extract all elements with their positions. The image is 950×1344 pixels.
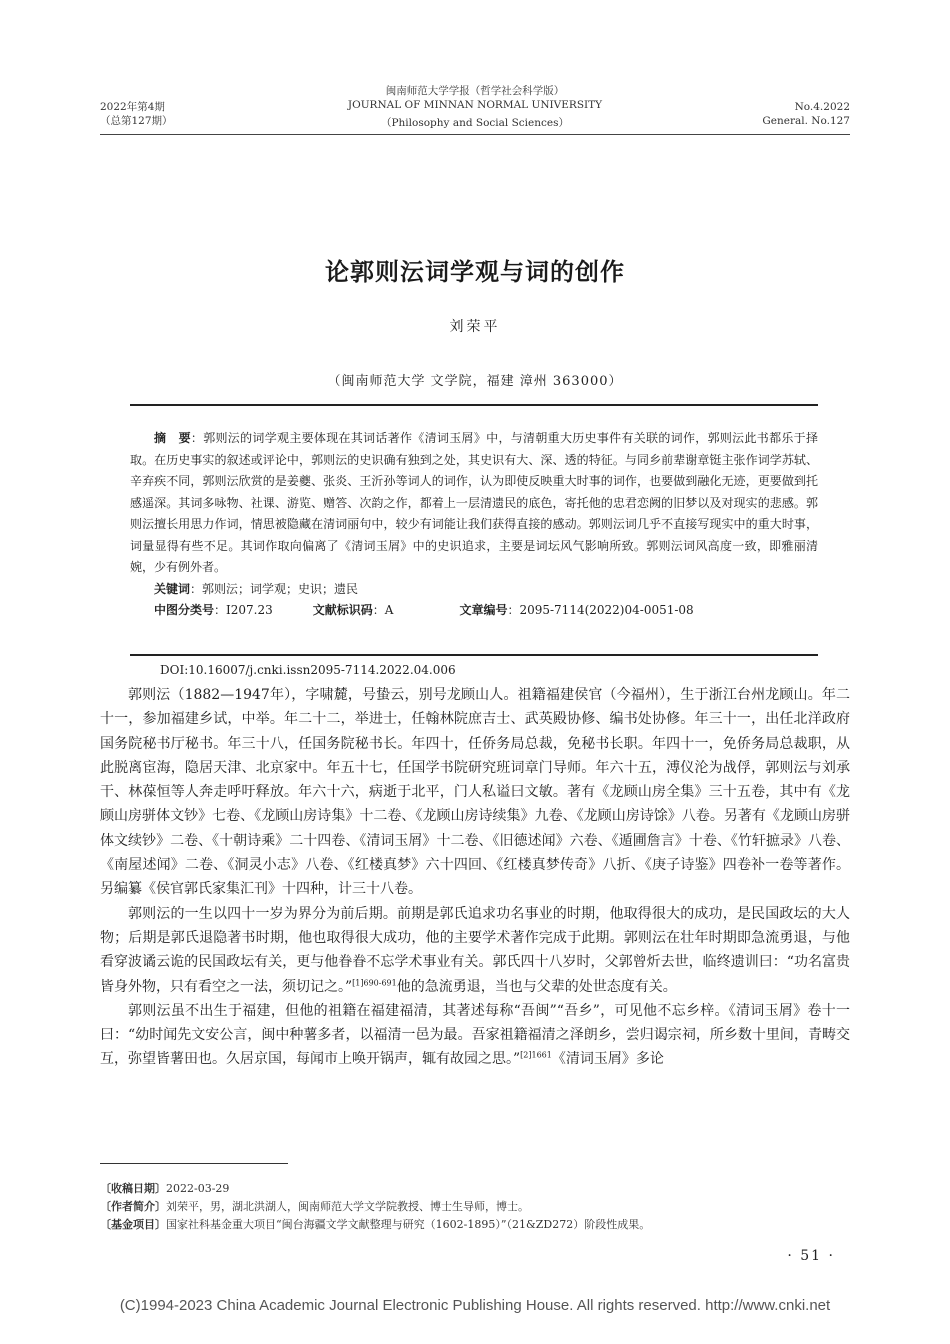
fund-info (100, 1216, 850, 1234)
keywords-label: 关键词 (154, 581, 191, 596)
abstract-block (130, 428, 818, 622)
author-bio-value: 刘荣平，男，湖北洪湖人，闽南师范大学文学院教授、博士生导师，博士。 (166, 1200, 529, 1213)
keywords-row (130, 579, 818, 601)
author-affiliation: （闽南师范大学 文学院，福建 漳州 363000） (327, 374, 623, 389)
header-rule (100, 134, 850, 135)
keywords: ：郭则沄；词学观；史识；遗民 (190, 581, 359, 596)
abstract (130, 428, 818, 579)
author-bio (100, 1198, 850, 1216)
journal-subtitle: （Philosophy and Social Sciences） (380, 117, 569, 129)
author-bio-label: 〔作者简介〕 (100, 1200, 166, 1213)
issue-total: （总第127期） (100, 115, 173, 127)
abstract-label: 摘 要 (154, 431, 191, 445)
issue-general-en: General. No.127 (762, 115, 850, 127)
paragraph-1: 郭则沄（1882—1947年），字啸麓，号蛰云，别号龙顾山人。祖籍福建侯官（今福州），生于浙江台州龙顾山。年二十一，参加福建乡试，中举。年二十二，举进士，任翰林院庶吉士、武英殿协修、编书处协修。年三十一，出任北洋政府国务院秘书厅秘书。年三十八，任国务院秘书长。年四十，任侨务局总裁，免秘书长职。年四十一，免侨务局总裁职，从此脱离宦海，隐居天津、北京家中。年五十七，任国学书院研究班词章门导师。年六十五，溥仪沦为战俘，郭则沄与刘承干、林葆恒等人奔走呼吁释放。年六十六，病逝于北平，门人私谥曰文敏。著有《龙顾山房全集》三十五卷，其中有《龙顾山房骈体文钞》七卷、《龙顾山房诗集》十二卷、《龙顾山房诗续集》九卷、《龙顾山房诗馀》八卷。另著有《龙顾山房骈体文续钞》二卷、《十朝诗乘》二十四卷、《清词玉屑》十二卷、《旧德述闻》六卷、《遁圃詹言》十卷、《竹轩摭录》八卷、《南屋述闻》二卷、《洞灵小志》八卷、《红楼真梦》六十四回、《红楼真梦传奇》八折、《庚子诗鉴》四卷补一卷等著作。另编纂《侯官郭氏家集汇刊》十四种，计三十八卷。 (100, 687, 850, 898)
citation-2: [2]1661 (520, 1050, 552, 1060)
paragraph-2-text-a: 郭则沄的一生以四十一岁为界分为前后期。前期是郭氏追求功名事业的时期，他取得很大的成功，是民国政坛的大人物；后期是郭氏退隐著书时期，他也取得很大成功，他的主要学术著作完成于此期。郭则沄在壮年时期即急流勇退，与他看穿波谲云诡的民国政坛有关，更与他眷眷不忘学术事业有关。郭氏四十八岁时，父郭曾炘去世，临终遗训曰：“功名富贵皆身外物，只有看空之一法，须切记之。” (100, 905, 850, 995)
article-title: 论郭则沄词学观与词的创作 (325, 257, 625, 286)
article-number: ：2095-7114(2022)04-0051-08 (507, 603, 694, 617)
received-date (100, 1180, 850, 1198)
articleno-label: 文章编号 (459, 603, 508, 617)
fund-label: 〔基金项目〕 (100, 1218, 166, 1231)
footnotes (100, 1180, 850, 1234)
paragraph-2-text-b: 他的急流勇退，当也与父辈的处世态度有关。 (396, 978, 677, 995)
footnote-rule (100, 1163, 288, 1164)
abstract-text: ：郭则沄的词学观主要体现在其词话著作《清词玉屑》中，与清朝重大历史事件有关联的词作，郭则沄此书都乐于择取。在历史事实的叙述或评论中，郭则沄的史识确有独到之处，其史识有大、深、透的特征。与同乡前辈谢章铤主张作词学苏轼、辛弃疾不同，郭则沄欣赏的是姜夔、张炎、王沂孙等词人的词作，认为即使反映重大时事的词作，也要做到融化无迹，更要做到托感遥深。其词多咏物、社课、游览、赠答、次韵之作，都着上一层清遗民的底色，寄托他的忠君恋阙的旧梦以及对现实的悲感。郭则沄擅长用思力作词，情思被隐藏在清词丽句中，较少有词能让我们获得直接的感动。郭则沄词几乎不直接写现实中的重大时事，词量显得有些不足。其词作取向偏离了《清词玉屑》中的史识追求，主要是词坛风气影响所致。郭则沄词风高度一致，即雅丽清婉，少有例外者。 (130, 431, 818, 574)
issue-info-en (762, 100, 850, 128)
received-label: 〔收稿日期〕 (100, 1182, 166, 1195)
body-text (100, 683, 850, 1072)
citation-1: [1]690-691 (352, 977, 397, 987)
journal-name-en: JOURNAL OF MINNAN NORMAL UNIVERSITY (347, 99, 603, 111)
clc-code: ：I207.23 (214, 603, 273, 617)
journal-name (250, 84, 700, 130)
journal-name-cn: 闽南师范大学学报（哲学社会科学版） (385, 85, 565, 97)
abstract-bottom-rule (130, 654, 818, 656)
clc-label: 中图分类号 (154, 603, 215, 617)
classification-row (130, 600, 818, 622)
received-value: 2022-03-29 (166, 1182, 230, 1195)
article-author: 刘荣平 (449, 319, 501, 335)
fund-value: 国家社科基金重大项目“闽台海疆文学文献整理与研究（1602-1895）”（21&ZD272）阶段性成果。 (166, 1218, 651, 1231)
doccode: ：A (372, 603, 394, 617)
issue-no-en: No.4.2022 (794, 101, 850, 113)
doccode-label: 文献标识码 (312, 603, 373, 617)
issue-year: 2022年第4期 (100, 101, 165, 113)
page-number: · 51 · (787, 1248, 835, 1264)
abstract-top-rule (130, 404, 818, 406)
paragraph-3 (100, 999, 850, 1072)
paragraph-3-text-b: 《清词玉屑》多论 (551, 1051, 664, 1068)
copyright-notice: (C)1994-2023 China Academic Journal Electronic Publishing House. All rights reserved. http://www.cnki.net (119, 1297, 831, 1314)
paragraph-2 (100, 902, 850, 999)
doi: DOI:10.16007/j.cnki.issn2095-7114.2022.04.006 (160, 663, 456, 677)
paragraph-3-text-a: 郭则沄虽不出生于福建，但他的祖籍在福建福清，其著述每称“吾闽”“吾乡”，可见他不忘乡梓。《清词玉屑》卷十一曰：“幼时闻先文安公言，闽中种薯多者，以福清一邑为最。吾家祖籍福清之泽朗乡，尝归谒宗祠，所乡数十里间，青畴交互，弥望皆薯田也。久居京国，每闻市上唤开锅声，辄有故园之思。” (100, 1002, 850, 1068)
issue-info (100, 100, 173, 128)
